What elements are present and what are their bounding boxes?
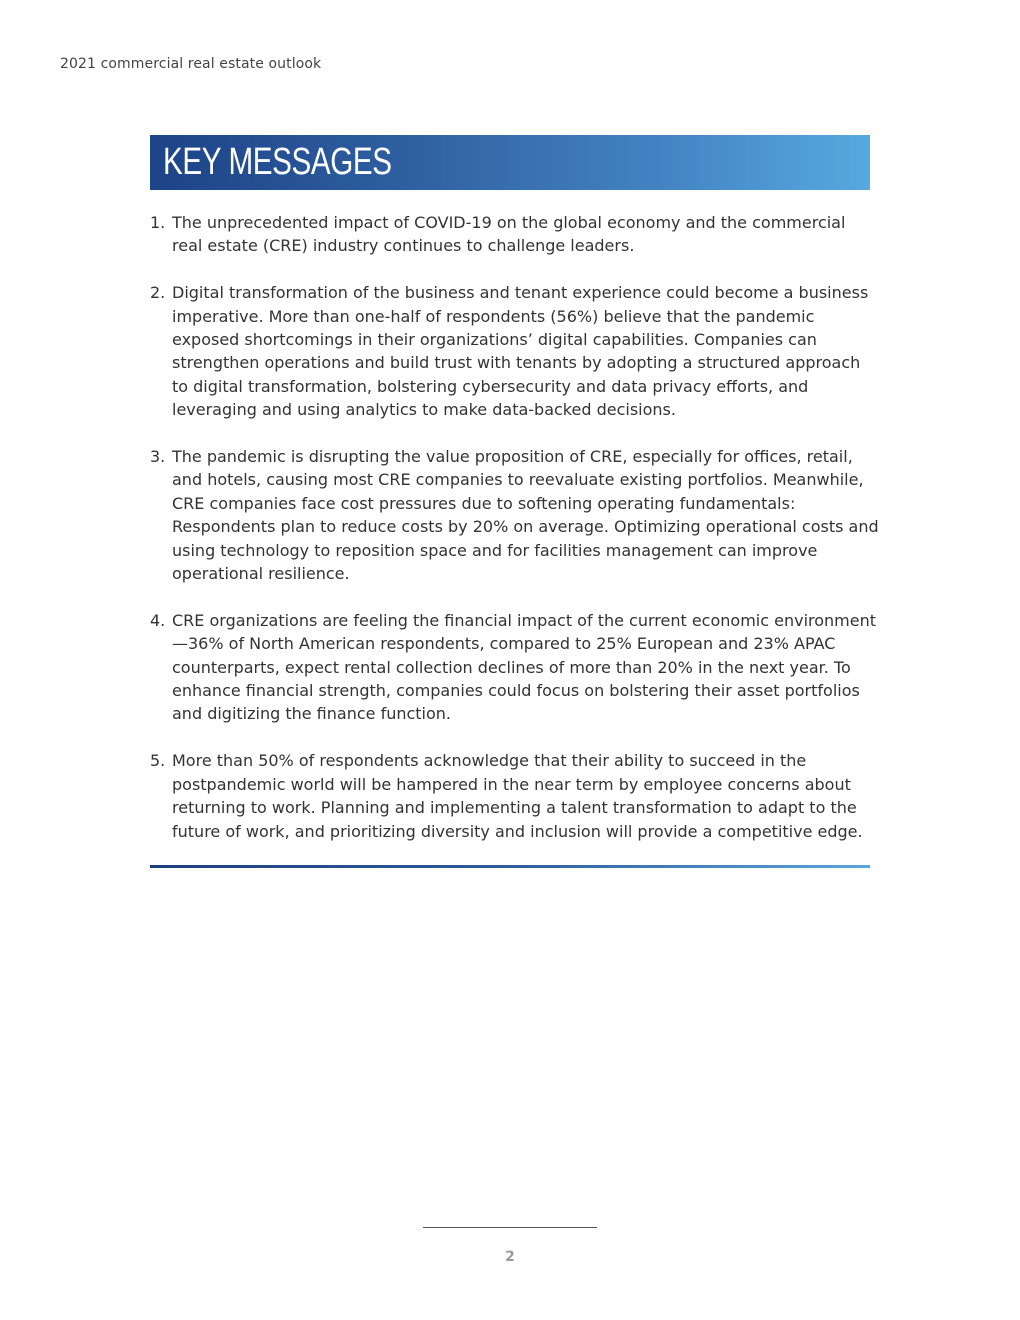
key-message-item (150, 211, 880, 258)
message-number: 3. (150, 447, 166, 467)
key-messages-banner (150, 135, 870, 190)
key-message-item (150, 749, 880, 843)
key-message-item (150, 609, 880, 726)
message-text: The unprecedented impact of COVID-19 on the global economy and the commercial real estate (CRE) industry continues to challenge leaders. (172, 213, 846, 256)
key-message-item (150, 281, 880, 421)
message-number: 1. (150, 213, 166, 232)
message-text: Digital transformation of the business and tenant experience could become a business imperative. More than one-half of respondents (56%) believe that the pandemic exposed shortcomings in their organizations’ digital capabilities. Companies can strengthen operations and build trust with tenants by adopting a structured approach to digital transformation, bolstering cybersecurity and data privacy efforts, and leveraging and using analytics to make data-backed decisions. (172, 283, 869, 420)
message-number: 5. (150, 751, 166, 771)
running-header: 2021 commercial real estate outlook (60, 56, 322, 72)
message-text: CRE organizations are feeling the financial impact of the current economic environment—36% of North American respondents, compared to 25% European and 23% APAC counterparts, expect rental collection declines of more than 20% in the next year. To enhance financial strength, companies could focus on bolstering their asset portfolios and digitizing the finance function. (172, 610, 877, 724)
banner-title: KEY MESSAGES (163, 141, 392, 183)
message-number: 2. (150, 283, 166, 303)
message-number: 4. (150, 610, 166, 630)
section-divider (150, 865, 870, 868)
message-text: The pandemic is disrupting the value proposition of CRE, especially for offices, retail, and hotels, causing most CRE companies to reevaluate existing portfolios. Meanwhile, CRE companies face cost pressures due to softening operating fundamentals: Respondents plan to reduce costs by 20% on average. Optimizing operational costs and using technology to reposition space and for facilities management can improve operational resilience. (172, 447, 879, 584)
key-message-item (150, 445, 880, 585)
message-text: More than 50% of respondents acknowledge that their ability to succeed in the postpandemic world will be hampered in the near term by employee concerns about returning to work. Planning and implementing a talent transformation to adapt to the future of work, and prioritizing diversity and inclusion will provide a competitive edge. (172, 751, 863, 841)
page-number: 2 (505, 1249, 515, 1265)
key-messages-list (150, 211, 880, 866)
footer-divider (423, 1227, 597, 1228)
